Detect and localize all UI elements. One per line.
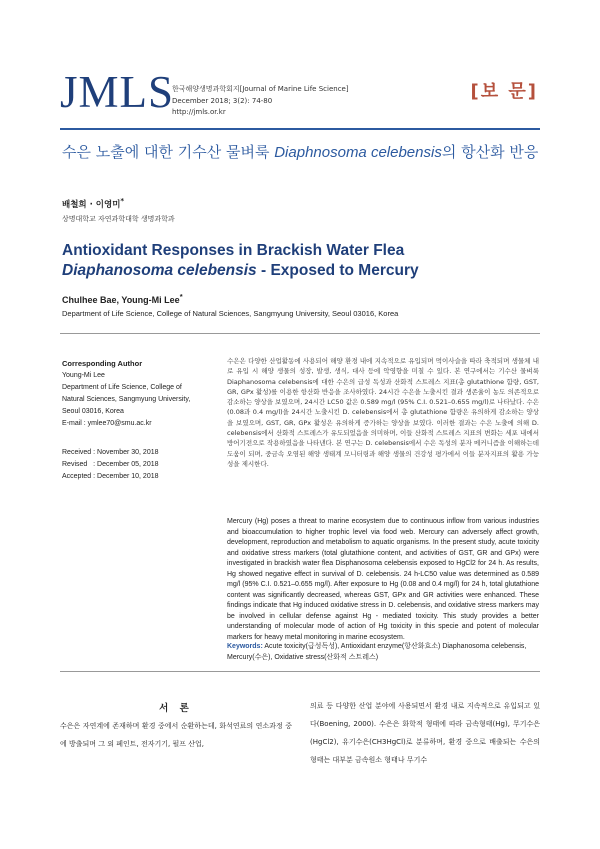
title-ko-suffix: 의 항산화 반응 (441, 143, 539, 161)
corresponding-name: Young-Mi Lee (62, 372, 105, 379)
introduction-left-column: 수은은 자연계에 존재하며 환경 중에서 순환하는데, 화석연료의 연소과정 중에 방출되며 그 외 페인트, 전자기기, 펄프 산업, (60, 722, 292, 748)
corresponding-dept2: Natural Sciences, Sangmyung University, (62, 396, 191, 403)
date-revised: Revised : December 05, 2018 (62, 461, 159, 468)
corresponding-dept1: Department of Life Science, College of (62, 384, 182, 391)
header-divider (60, 128, 540, 130)
title-en-line1: Antioxidant Responses in Brackish Water Flea (62, 242, 405, 259)
keywords (227, 642, 539, 663)
corresponding-mark-en: * (179, 292, 183, 301)
abstract-english: Mercury (Hg) poses a threat to marine ecosystem due to continuous inflow from various industries and bioaccumulation to higher trophic level via food web. Mercury can adversely affect growth, development, reproduction and metabolism to aquatic organisms. In the present study, acute toxicity and oxidative stress markers (total glutathione content, and activities of GST, GR and GPx) were investigated in brackish water flea Disphanosoma celebensis exposed to HgCl2 for 24 h. As results, Hg showed negative effect in survival of D. celebensis. 24 h-LC50 value was determined as 0.589 mg/l (95% C.I. 0.521–0.655 mg/l). After exposure to Hg (0.08 and 0.4 mg/l) for 24 h, total glutathione content was significantly decreased, whereas GST, GPx and GR activities were enhanced. These findings indicate that Hg induced oxidative stress in D. celebensis, and oxidative stress markers may be involved in cellular defense against Hg - mediated toxicity. This study provides a better understanding of molecular mode of action of Hg toxicity in this specie and potent of molecular markers for heavy metal monitoring in marine ecosystem. (227, 518, 539, 641)
affiliation-english: Department of Life Science, College of Natural Sciences, Sangmyung University, Seoul 03016, Korea (62, 309, 399, 318)
introduction-heading: 서 론 (159, 703, 193, 714)
issue-info: December 2018; 3(2): 74-80 (172, 96, 273, 105)
authors-korean (62, 196, 124, 210)
journal-url[interactable]: http://jmls.or.kr (172, 108, 226, 116)
title-english (62, 241, 542, 281)
title-en-species: Diaphanosoma celebensis (62, 262, 257, 279)
date-accepted: Accepted : December 10, 2018 (62, 473, 159, 480)
title-en-line2 (62, 261, 542, 281)
article-dates (62, 447, 159, 483)
authors-english (62, 292, 183, 305)
section-divider (60, 333, 540, 334)
authors-en-names: Chulhee Bae, Young-Mi Lee (62, 295, 180, 305)
keywords-label: Keywords: (227, 643, 263, 650)
authors-ko-names: 배철희 · 이영미 (62, 199, 121, 210)
abstract-divider (60, 671, 540, 672)
corresponding-city: Seoul 03016, Korea (62, 408, 124, 415)
corresponding-email[interactable]: E-mail : ymlee70@smu.ac.kr (62, 420, 152, 427)
corresponding-heading: Corresponding Author (62, 359, 143, 368)
journal-info (172, 84, 349, 119)
title-korean (62, 142, 542, 163)
introduction-right-column: 의료 등 다양한 산업 분야에 사용되면서 환경 내로 지속적으로 유입되고 있다(Boening, 2000). 수은은 화학적 형태에 따라 금속형태(Hg), 무기수은(HgCl2), 유기수은(CH3HgCl)로 분류하며, 환경 중으로 배출되는 수은의 형태는 대부분 금속원소 형태나 무기수 (310, 702, 540, 764)
title-ko-species: Diaphnosoma celebensis (274, 144, 442, 161)
title-en-suffix: - Exposed to Mercury (256, 262, 419, 279)
title-ko-prefix: 수은 노출에 대한 기수산 물벼룩 (62, 143, 275, 161)
abstract-korean: 수은은 다양한 산업활동에 사용되어 해양 환경 내에 지속적으로 유입되며 먹이사슬을 따라 축적되며 생물체 내로 유입 시 해양 생물의 성장, 발생, 생식, 대사 등에 악영향을 미칠 수 있다. 본 연구에서는 기수산 물벼룩 Diaphanosoma celebensis에 대한 수은의 급성 독성과 산화적 스트레스 지표(총 glutathione 함량, GST, GR, GPx 활성)를 이용한 항산화 반응을 조사하였다. 24시간 수은을 노출시킨 결과 생존율이 농도 의존적으로 감소하는 양상을 보였으며, 24시간 LC50 값은 0.589 mg/l (95% C.I. 0.521–0.655 mg/l)로 나타났다. 수은(0.08과 0.4 mg/l)을 24시간 노출시킨 D. celebensis에서 총 glutathione 함량은 유의하게 감소하는 양상을 보였으며, GST, GR, GPx 활성은 유의하게 증가하는 양상을 보였다. 이러한 결과는 수은 노출에 의해 D. celebensis에서 산화적 스트레스가 유도되었음을 의미하며, 이들 산화적 스트레스 지표의 변화는 세포 내에서 방어기전으로 작용하였음을 나타낸다. 본 연구는 D. celebensis에서 수은 독성의 분자 메커니즘을 이해하는데 도움이 되며, 중금속 오염된 해양 생태계 모니터링과 해양 생물의 건강성 평가에서 이들 분자지표의 활용 가능성을 제시한다. (227, 357, 539, 468)
corresponding-author-box (62, 358, 210, 430)
article-type-label: [보 문] (470, 81, 538, 102)
journal-logo: JMLS (60, 67, 175, 117)
affiliation-korean: 상명대학교 자연과학대학 생명과학과 (62, 215, 175, 223)
keywords-text: Acute toxicity(급성독성), Antioxidant enzyme(항산화효소) Diaphanosoma celebensis, Mercury(수은), Oxidative stress(산화적 스트레스) (227, 643, 527, 661)
date-received: Received : November 30, 2018 (62, 449, 159, 456)
corresponding-mark: * (120, 196, 125, 205)
journal-name: 한국해양생명과학회지[Journal of Marine Life Science] (172, 85, 349, 93)
